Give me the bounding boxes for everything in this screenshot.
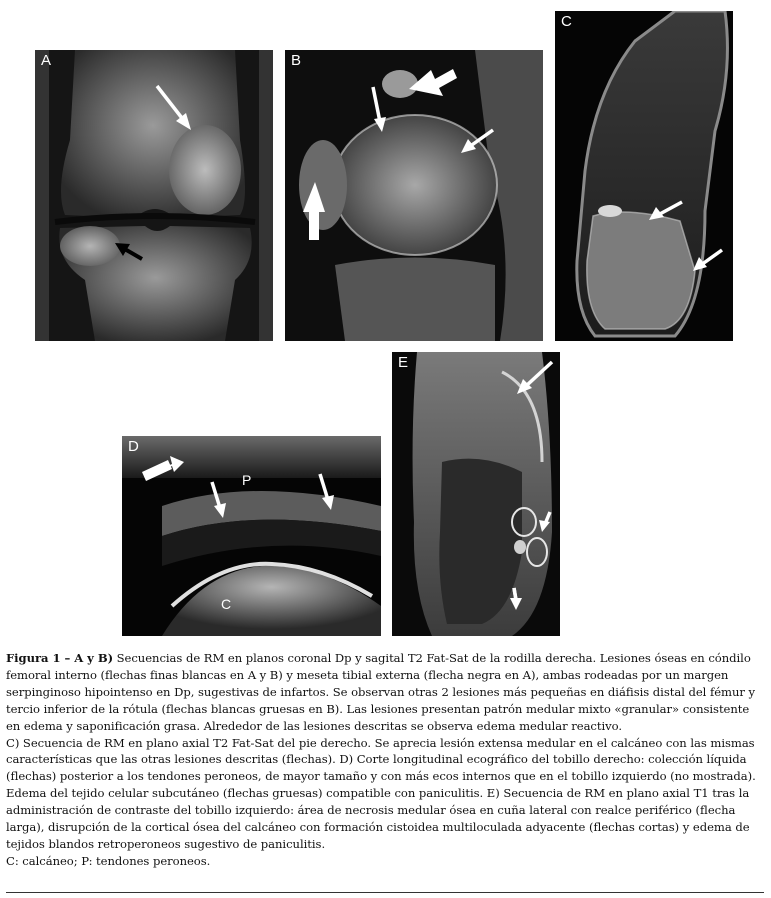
figure-caption	[6, 650, 764, 870]
panel-e-image	[392, 352, 560, 636]
panel-a-knee-coronal-mri	[35, 50, 273, 341]
panel-e-ankle-axial-mri	[392, 352, 560, 636]
caption-body: Secuencias de RM en planos coronal Dp y sagital T2 Fat-Sat de la rodilla derecha. Lesiones óseas en cóndilo femoral interno (flechas finas blancas en A y B) y meseta tibial externa (flecha negra en A), ambas rodeadas por un margen serpinginoso hipointenso en Dp, sugestivas de infartos. Se observan otras 2 lesiones más pequeñas en diáfisis distal del fémur y tercio inferior de la rótula (flechas blancas gruesas en B). Las lesiones presentan patrón medular mixto «granular» consistente en edema y saponificación grasa. Alrededor de las lesiones descritas se observa edema medular reactivo. C) Secuencia de RM en plano axial T2 Fat-Sat del pie derecho. Se aprecia lesión extensa medular en el calcáneo con las mismas características que las otras lesiones descritas (flechas). D) Corte longitudinal ecográfico del tobillo derecho: colección líquida (flechas) posterior a los tendones peroneos, de mayor tamaño y con más ecos internos que en el tobillo izquierdo (no mostrada). Edema del tejido celular subcutáneo (flechas gruesas) compatible con paniculitis. E) Secuencia de RM en plano axial T1 tras la administración de contraste del tobillo izquierdo: área de necrosis medular ósea en cuña lateral con realce periférico (flecha larga), disrupción de la cortical ósea del calcáneo con formación cistoidea multiloculada adyacente (flechas cortas) y edema de tejidos blandos retroperoneos sugestivo de paniculitis. C: calcáneo; P: tendones peroneos.	[6, 651, 756, 868]
panel-d-ankle-ultrasound	[122, 436, 381, 636]
panel-b-label: B	[291, 52, 302, 69]
caption-lead: Figura 1 – A y B)	[6, 651, 114, 665]
caption-bottom-rule	[6, 892, 764, 893]
panel-a-image	[35, 50, 273, 341]
calcaneus-marker: C	[221, 596, 232, 612]
panel-e-label: E	[398, 354, 409, 371]
panel-a-label: A	[41, 52, 52, 69]
panel-d-label: D	[128, 438, 139, 455]
peroneal-tendons-marker: P	[242, 472, 252, 488]
panel-c-label: C	[561, 13, 572, 30]
panel-b-knee-sagittal-mri	[285, 50, 543, 341]
panel-d-image	[122, 436, 381, 636]
panel-b-image	[285, 50, 543, 341]
panel-c-foot-axial-mri	[555, 11, 733, 341]
panel-c-image	[555, 11, 733, 341]
